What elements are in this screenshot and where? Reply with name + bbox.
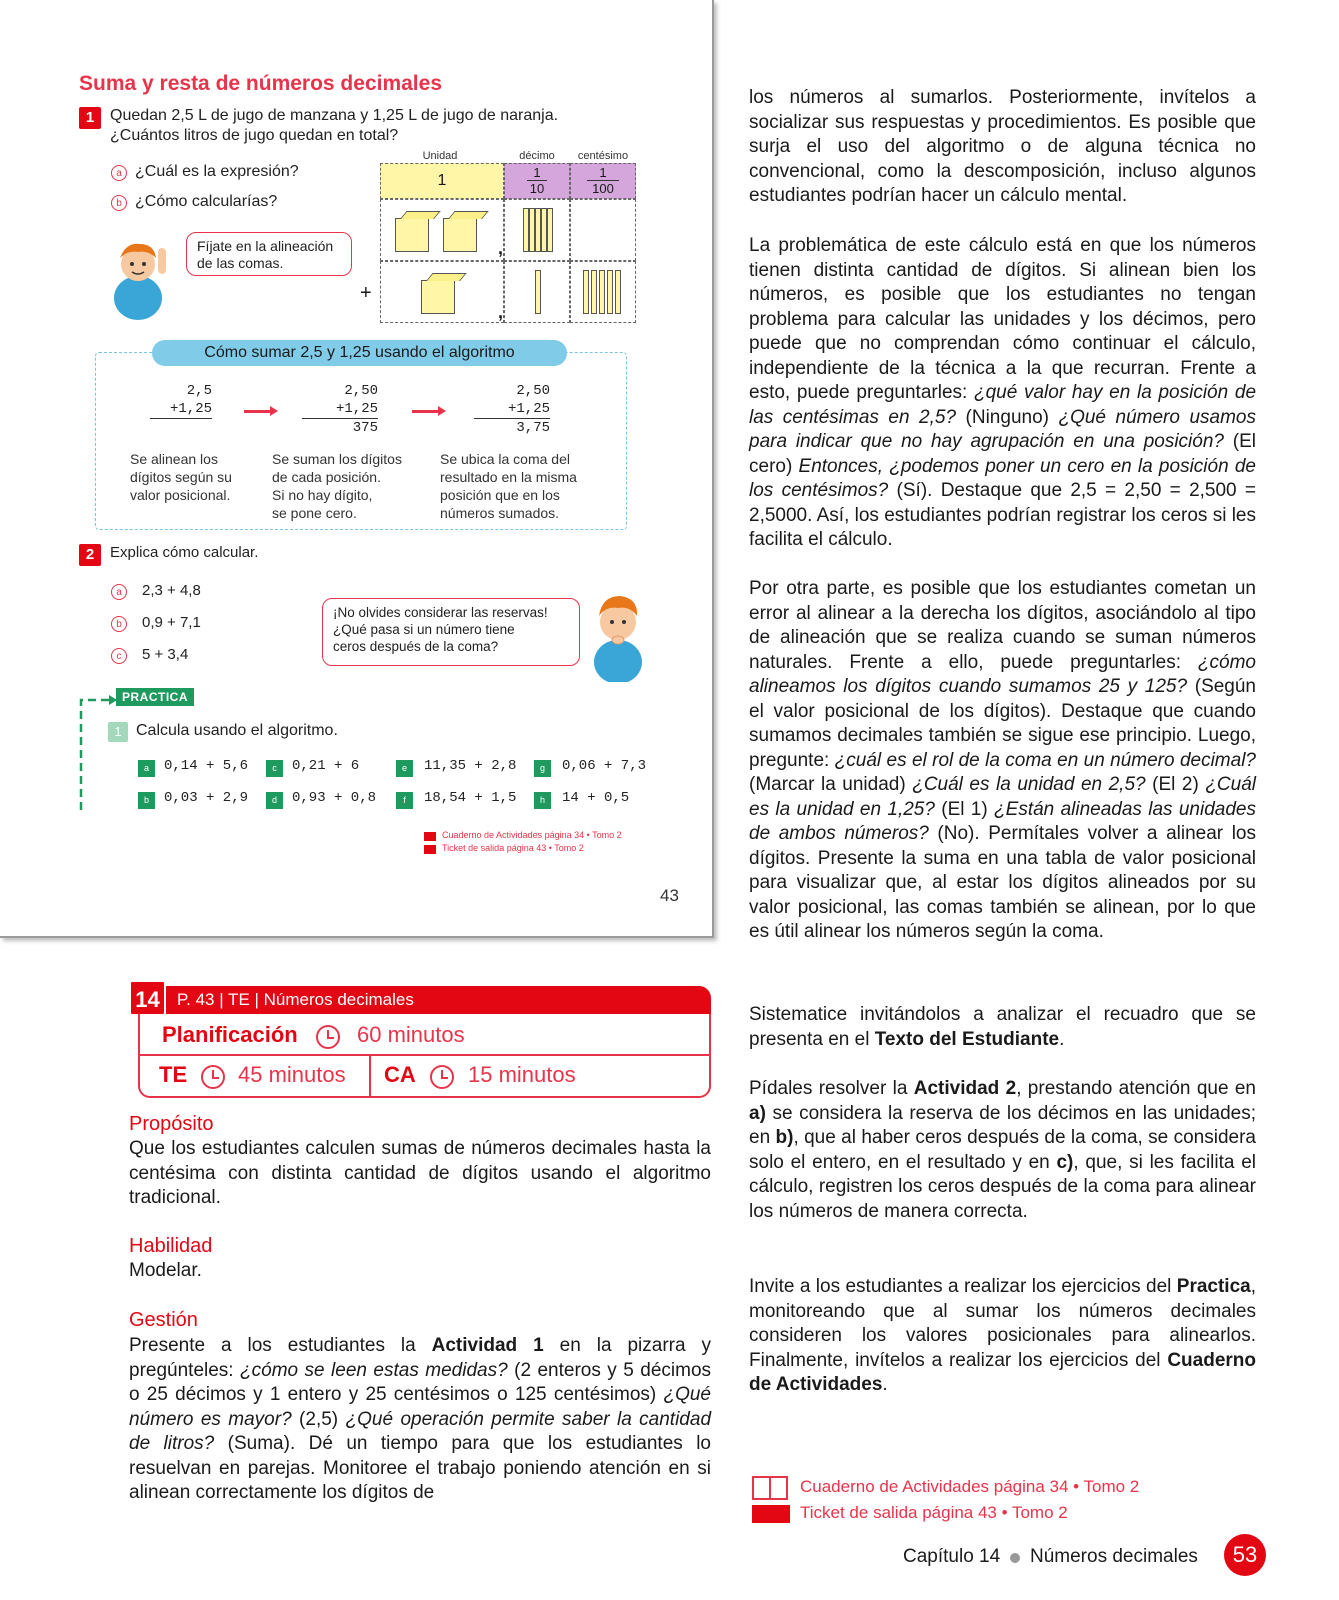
practica-dashed-bracket bbox=[79, 694, 119, 812]
algorithm-title: Cómo sumar 2,5 y 1,25 usando el algoritmo bbox=[152, 340, 567, 366]
hint-bubble-commas: Fíjate en la alineación de las comas. bbox=[186, 232, 352, 276]
book-icon bbox=[424, 832, 436, 841]
exercise-g: 0,06 + 7,3 bbox=[562, 758, 647, 774]
right-paragraph-4: Sistematice invitándolos a analizar el recuadro que se presenta en el Texto del Estudiante. bbox=[749, 1004, 1256, 1050]
algorithm-step-2: 2,50 +1,25 375 bbox=[302, 382, 378, 437]
te-minutes: 45 minutos bbox=[238, 1062, 346, 1087]
student-page-title: Suma y resta de números decimales bbox=[79, 72, 442, 95]
book-icon bbox=[752, 1476, 788, 1500]
right-paragraph-6: Invite a los estudiantes a realizar los ejercicios del Practica, monitoreando que al sumar los números decimales consideren los valores posicionales para alinearlos. Finalmente, invítelos a realizar los ejercicios del Cuaderno de Actividades. bbox=[749, 1276, 1256, 1395]
exercise-c: 0,21 + 6 bbox=[292, 758, 360, 774]
exercise-f: 18,54 + 1,5 bbox=[424, 790, 517, 806]
page-number: 53 bbox=[1224, 1534, 1266, 1576]
ticket-icon bbox=[752, 1505, 790, 1523]
algorithm-desc-3: Se ubica la coma del resultado en la misma posición que en los números sumados. bbox=[440, 451, 577, 521]
footer-separator-dot bbox=[1010, 1553, 1020, 1563]
exercise-a: 0,14 + 5,6 bbox=[164, 758, 249, 774]
student-ref-ticket: Ticket de salida página 43 • Tomo 2 bbox=[442, 843, 584, 853]
right-paragraph-2: La problemática de este cálculo está en que los números tienen distinta cantidad de dígitos. Si alinean bien los números, es posible que los estudiantes no tengan problema para calcular las unidades y los décimos, pero puede que no comprendan cómo continuar el cálculo, independiente de la técnica a la que recurran. Frente a esto, puede preguntarles: ¿qué valor hay en la posición de las centésimas en 2,5? (Ninguno) ¿Qué número usamos para indicar que no hay agrupación en una posición? (El cero) Entonces, ¿podemos poner un cero en la posición de los centésimos? (Sí). Destaque que 2,5 = 2,50 = 2,500 = 2,5000. Así, los estudiantes podrían registrar los ceros si les facilita el cálculo. bbox=[749, 235, 1257, 550]
table-cell-unidad: 1 bbox=[380, 163, 504, 199]
table-row2-unidad bbox=[380, 261, 504, 323]
activity-2-a: 2,3 + 4,8 bbox=[142, 582, 201, 599]
student-page-number: 43 bbox=[660, 886, 679, 905]
habilidad-text: Modelar. bbox=[129, 1260, 202, 1281]
activity-2-b: 0,9 + 7,1 bbox=[142, 614, 201, 631]
gestion-text: Presente a los estudiantes la Actividad 1 en la pizarra y pregúnteles: ¿cómo se leen estas medidas? (2 enteros y 5 décimos o 25 décimos y 1 entero y 25 centésimos o 125 centésimos) ¿Qué número es mayor? (2,5) ¿Qué operación permite saber la cantidad de litros? (Suma). Dé un tiempo para que los estudiantes lo resuelvan en parejas. Monitoree el trabajo poniendo atención en si alinean correctamente los dígitos de bbox=[129, 1335, 712, 1503]
unit-cube bbox=[421, 280, 455, 314]
arrow-icon bbox=[412, 410, 440, 413]
table-head-decimo: décimo bbox=[519, 150, 555, 162]
ca-minutes: 15 minutos bbox=[468, 1062, 576, 1087]
exercise-h-marker: h bbox=[534, 792, 551, 809]
alarm-clock-icon bbox=[430, 1065, 454, 1089]
arrow-icon bbox=[244, 410, 272, 413]
question-b: ¿Cómo calcularías? bbox=[135, 193, 278, 210]
proposito-text: Que los estudiantes calculen sumas de números decimales hasta la centésima con distinta cantidad de dígitos usando el algoritmo tradicional. bbox=[129, 1138, 711, 1208]
question-b-marker: b bbox=[111, 195, 127, 211]
exercise-d-marker: d bbox=[266, 792, 283, 809]
activity-2-a-marker: a bbox=[111, 584, 127, 600]
footer-topic: Números decimales bbox=[1030, 1546, 1198, 1567]
activity-1-number: 1 bbox=[79, 107, 101, 129]
proposito-heading: Propósito bbox=[129, 1113, 214, 1135]
unit-cube bbox=[395, 218, 429, 252]
exercise-a-marker: a bbox=[138, 760, 155, 777]
practica-title: Calcula usando el algoritmo. bbox=[136, 722, 338, 739]
chapter-number-badge: 14 bbox=[129, 980, 166, 1016]
right-paragraph-3: Por otra parte, es posible que los estudiantes cometan un error al alinear a la derecha los dígitos, asociándolo al tipo de alineación que se realiza cuando se suman números naturales. Frente a ello, puede preguntarles: ¿cómo alineamos los dígitos cuando sumamos 25 y 125? (Según el valor posicional de los dígitos). Destaque que cuando sumamos decimales también se sigue ese principio. Luego, pregunte: ¿cuál es el rol de la coma en un número decimal? (Marcar la unidad) ¿Cuál es la unidad en 2,5? (El 2) ¿Cuál es la unidad en 1,25? (El 1) ¿Están alineadas las unidades de ambos números? (No). Permítales volver a alinear los dígitos. Presente la suma en una tabla de valor posicional para visualizar que, al estar los dígitos alineados por su valor posicional, las comas también se alinean, por lo que es útil alinear los números según la coma. bbox=[749, 578, 1257, 942]
alarm-clock-icon bbox=[316, 1025, 340, 1049]
right-paragraph-5: Pídales resolver la Actividad 2, prestando atención que en a) se considera la reserva de los décimos en las unidades; en b), que al haber ceros después de la coma, se considera solo el entero, en el resultado y en c), que, si les facilita el cálculo, registren los ceros después de la coma para alinear los números de manera correcta. bbox=[749, 1078, 1256, 1222]
activity-2-b-marker: b bbox=[111, 616, 127, 632]
ref-cuaderno-actividades: Cuaderno de Actividades página 34 • Tomo 2 bbox=[800, 1477, 1140, 1496]
ref-ticket-salida: Ticket de salida página 43 • Tomo 2 bbox=[800, 1503, 1068, 1522]
activity-1-statement: Quedan 2,5 L de jugo de manzana y 1,25 L de jugo de naranja. ¿Cuántos litros de jugo quedan en total? bbox=[110, 107, 559, 144]
table-head-unidad: Unidad bbox=[422, 150, 458, 162]
table-head-centesimo: centésimo bbox=[577, 150, 629, 162]
algorithm-desc-1: Se alinean los dígitos según su valor posicional. bbox=[130, 451, 232, 503]
habilidad-heading: Habilidad bbox=[129, 1235, 213, 1257]
planning-divider bbox=[138, 1054, 711, 1056]
planning-divider bbox=[369, 1056, 371, 1098]
activity-2-number: 2 bbox=[79, 544, 101, 566]
exercise-f-marker: f bbox=[396, 792, 413, 809]
activity-2-c-marker: c bbox=[111, 648, 127, 664]
table-row1-unidad bbox=[380, 199, 504, 261]
exercise-e-marker: e bbox=[396, 760, 413, 777]
exercise-b: 0,03 + 2,9 bbox=[164, 790, 249, 806]
ticket-icon bbox=[424, 845, 436, 854]
table-row1-decimo bbox=[504, 199, 570, 261]
algorithm-step-1: 2,5 +1,25 bbox=[150, 382, 212, 433]
exercise-b-marker: b bbox=[138, 792, 155, 809]
ca-label: CA bbox=[384, 1062, 416, 1087]
comma: , bbox=[498, 302, 504, 322]
boy-thinking-illustration bbox=[588, 590, 648, 682]
exercise-e: 11,35 + 2,8 bbox=[424, 758, 517, 774]
question-a: ¿Cuál es la expresión? bbox=[135, 163, 299, 180]
unit-cube bbox=[443, 218, 477, 252]
comma: , bbox=[498, 238, 504, 258]
practica-tag: PRACTICA bbox=[116, 688, 194, 706]
algorithm-desc-2: Se suman los dígitos de cada posición. Si no hay dígito, se pone cero. bbox=[272, 451, 402, 521]
table-cell-centesimo: 1 100 bbox=[570, 163, 636, 199]
exercise-h: 14 + 0,5 bbox=[562, 790, 630, 806]
footer-chapter: Capítulo 14 bbox=[903, 1546, 1001, 1567]
table-row2-centesimo bbox=[570, 261, 636, 323]
alarm-clock-icon bbox=[201, 1065, 225, 1089]
activity-2-title: Explica cómo calcular. bbox=[110, 544, 259, 561]
planning-label: Planificación bbox=[162, 1022, 298, 1047]
algorithm-step-3: 2,50 +1,25 3,75 bbox=[474, 382, 550, 437]
gestion-heading: Gestión bbox=[129, 1309, 198, 1331]
table-cell-decimo: 1 10 bbox=[504, 163, 570, 199]
boy-illustration bbox=[108, 238, 178, 320]
student-ref-cuaderno: Cuaderno de Actividades página 34 • Tomo 2 bbox=[442, 830, 622, 840]
right-paragraph-1: los números al sumarlos. Posteriormente, invítelos a socializar sus respuestas y procedimientos. Es posible que surja el uso del algoritmo o de alguna técnica no convencional, como la descomposición, incluso algunos estudiantes podrían hacer un cálculo mental. bbox=[749, 87, 1256, 206]
exercise-g-marker: g bbox=[534, 760, 551, 777]
table-row1-centesimo bbox=[570, 199, 636, 261]
exercise-c-marker: c bbox=[266, 760, 283, 777]
plus-sign: + bbox=[360, 282, 372, 304]
table-row2-decimo bbox=[504, 261, 570, 323]
exercise-d: 0,93 + 0,8 bbox=[292, 790, 377, 806]
question-a-marker: a bbox=[111, 165, 127, 181]
planning-total-minutes: 60 minutos bbox=[357, 1022, 465, 1047]
practica-number: 1 bbox=[108, 722, 128, 742]
student-page-image bbox=[0, 0, 714, 938]
te-label: TE bbox=[159, 1062, 188, 1087]
activity-2-c: 5 + 3,4 bbox=[142, 646, 189, 663]
hint-bubble-reserves: ¡No olvides considerar las reservas! ¿Qué pasa si un número tiene ceros después de la coma? bbox=[322, 598, 580, 666]
lesson-banner-text: P. 43 | TE | Números decimales bbox=[177, 990, 414, 1009]
